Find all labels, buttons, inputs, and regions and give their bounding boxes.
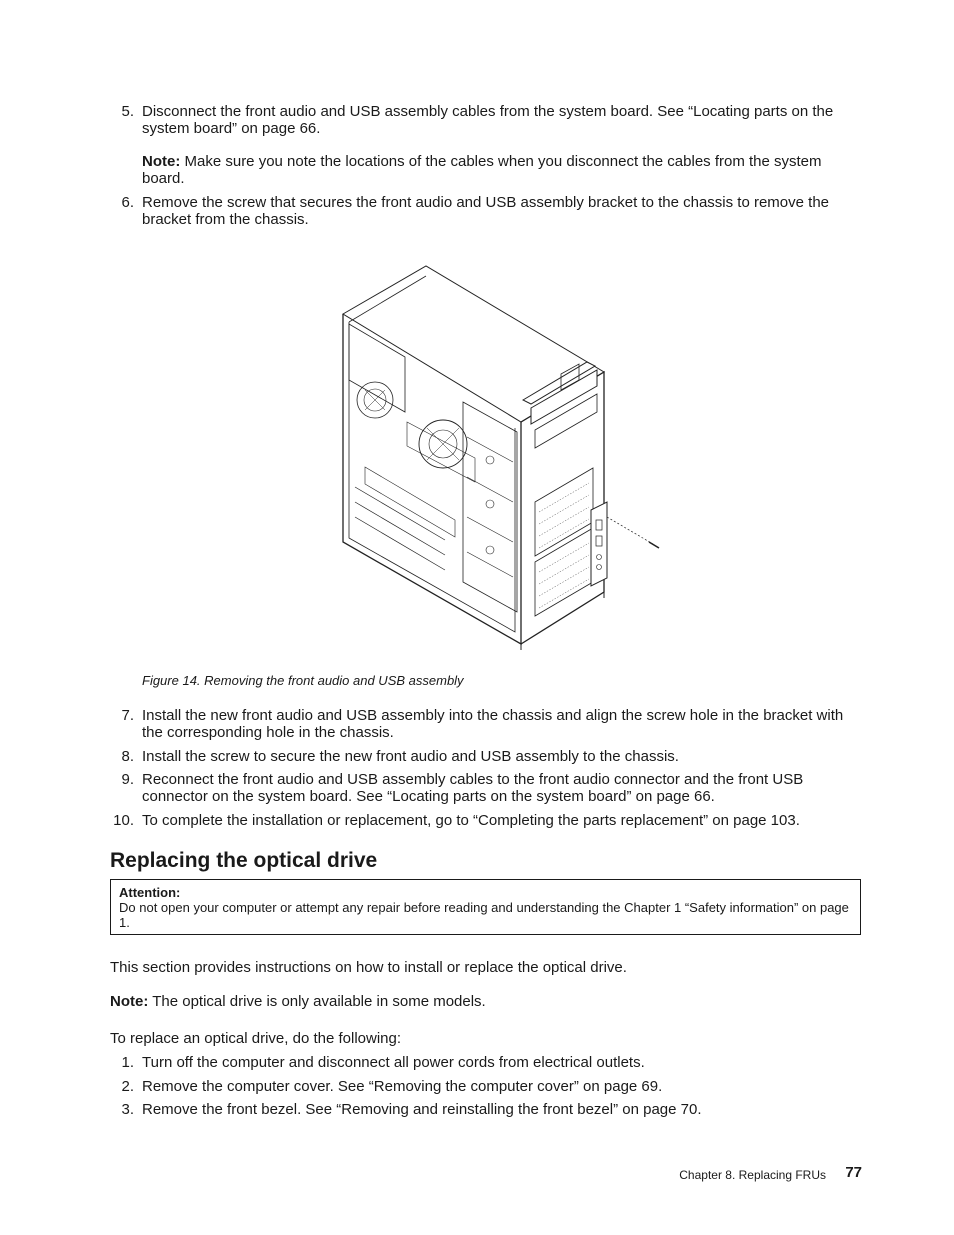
- step-text: Remove the computer cover. See “Removing the computer cover” on page 69.: [142, 1078, 663, 1095]
- step-number: 10.: [113, 812, 134, 829]
- step-number: 1.: [121, 1054, 134, 1071]
- note-make-sure: [110, 153, 862, 189]
- attention-label: Attention:: [119, 885, 181, 900]
- step-number: 2.: [121, 1078, 134, 1095]
- section-heading: Replacing the optical drive: [110, 849, 378, 872]
- step-5: [110, 103, 862, 139]
- step-text: Remove the screw that secures the front audio and USB assembly bracket to the chassis to remove the bracket from the chassis.: [142, 194, 830, 228]
- step-number: 7.: [121, 707, 134, 724]
- attention-text: Do not open your computer or attempt any repair before reading and understanding the Chapter 1 “Safety information” on page 1.: [119, 900, 849, 930]
- footer-chapter: Chapter 8. Replacing FRUs: [679, 1168, 826, 1182]
- step-text: Turn off the computer and disconnect all power cords from electrical outlets.: [142, 1054, 645, 1071]
- step-9: [110, 771, 862, 807]
- note-label: Note:: [142, 153, 181, 170]
- step-number: 5.: [121, 103, 134, 120]
- step-text: Install the screw to secure the new front audio and USB assembly to the chassis.: [142, 748, 679, 765]
- step-6: [110, 194, 862, 230]
- step-8: [110, 748, 862, 766]
- step-number: 8.: [121, 748, 134, 765]
- step-1: [110, 1054, 862, 1072]
- step-number: 9.: [121, 771, 134, 788]
- step-text: Reconnect the front audio and USB assembly cables to the front audio connector and the front USB connector on the system board. See “Locating parts on the system board” on page 66.: [142, 771, 804, 805]
- step-text: Install the new front audio and USB assembly into the chassis and align the screw hole in the bracket with the corresponding hole in the chassis.: [142, 707, 844, 741]
- note-label: Note:: [110, 993, 149, 1010]
- step-7: [110, 707, 862, 743]
- step-text: Disconnect the front audio and USB assembly cables from the system board. See “Locating parts on the system board” on page 66.: [142, 103, 834, 137]
- step-number: 3.: [121, 1101, 134, 1118]
- attention-box: [110, 879, 861, 935]
- step-10: [110, 812, 862, 830]
- note-text: Make sure you note the locations of the cables when you disconnect the cables from the system board.: [142, 153, 822, 187]
- step-text: Remove the front bezel. See “Removing and reinstalling the front bezel” on page 70.: [142, 1101, 702, 1118]
- step-number: 6.: [121, 194, 134, 211]
- figure-caption: Figure 14. Removing the front audio and USB assembly: [142, 673, 464, 688]
- step-text: To complete the installation or replacement, go to “Completing the parts replacement” on page 103.: [142, 812, 800, 829]
- lead-paragraph: To replace an optical drive, do the following:: [110, 1030, 402, 1047]
- note-text: The optical drive is only available in some models.: [152, 993, 486, 1010]
- step-3: [110, 1101, 862, 1119]
- intro-paragraph: This section provides instructions on how to install or replace the optical drive.: [110, 959, 627, 976]
- figure-front-audio-usb-removal: [335, 262, 670, 654]
- step-2: [110, 1078, 862, 1096]
- page-number: 77: [845, 1164, 862, 1181]
- note-optical: [110, 993, 862, 1010]
